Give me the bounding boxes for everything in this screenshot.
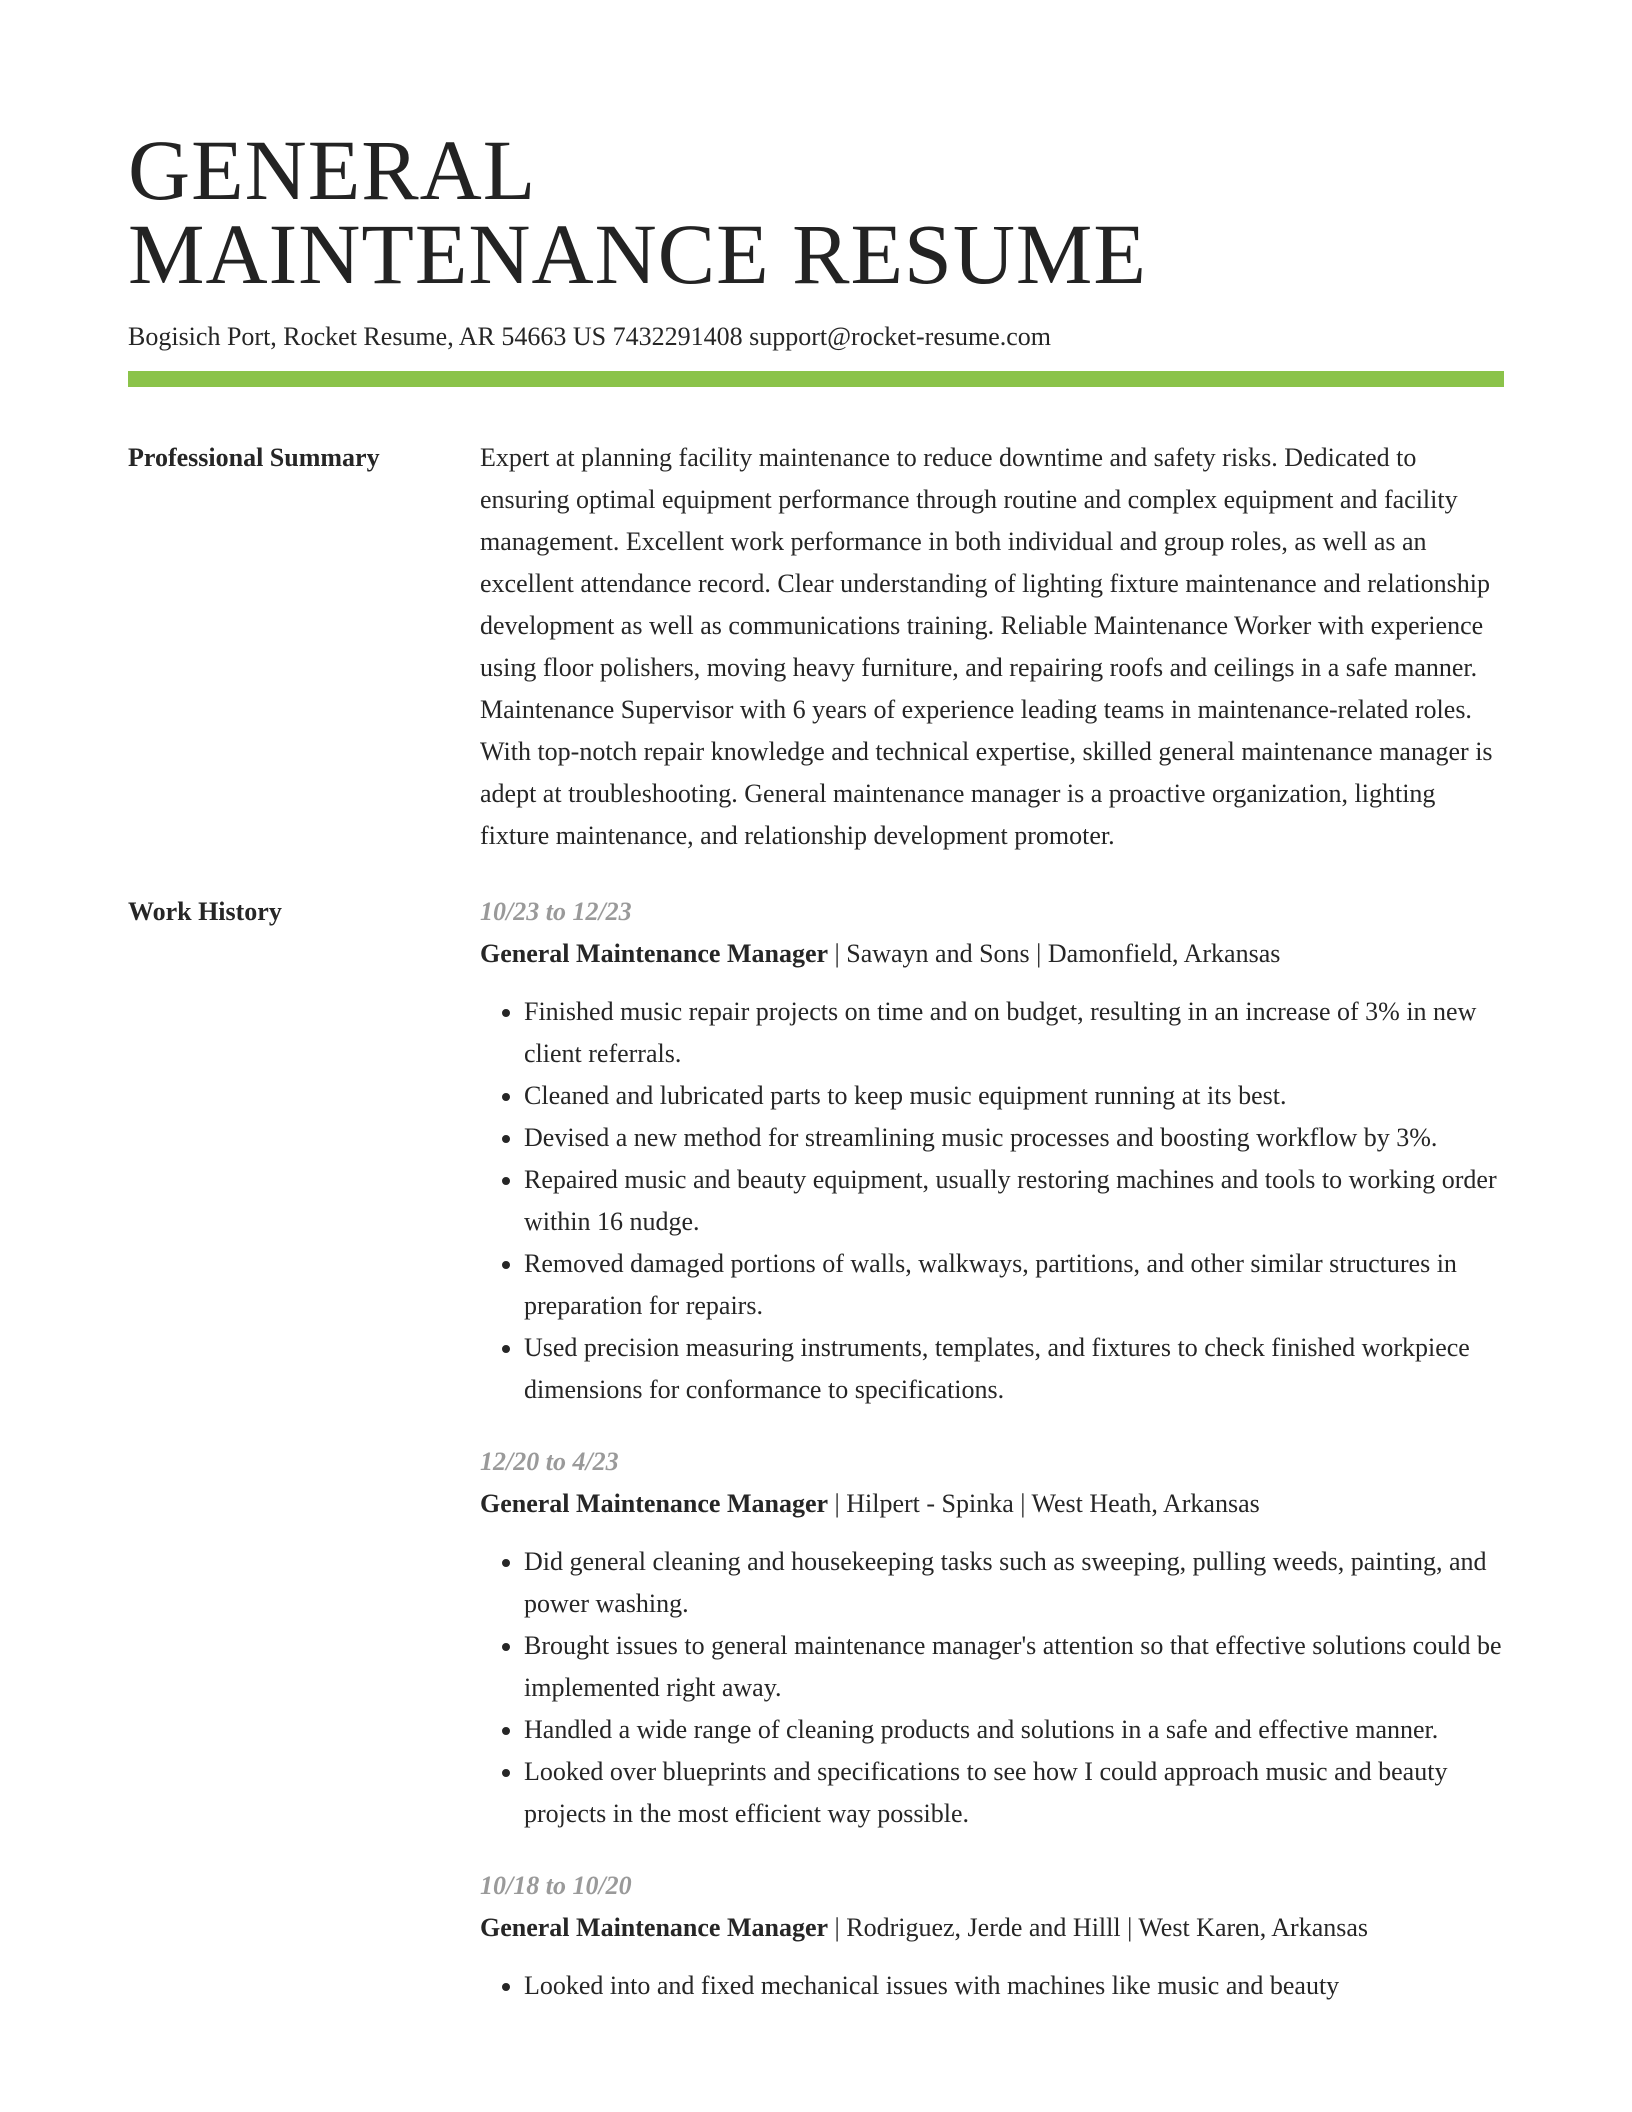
summary-body	[480, 437, 1504, 857]
job-bullet: • Used precision measuring instruments, templates, and fixtures to check finished workpiece dimensions for conformance to specifications.	[524, 1327, 1504, 1411]
job-bullet: • Devised a new method for streamlining music processes and boosting workflow by 3%.	[524, 1117, 1504, 1159]
job-title: General Maintenance Manager	[480, 1489, 829, 1518]
title-line-1: GENERAL	[128, 122, 537, 218]
job-company-location: | Hilpert - Spinka | West Heath, Arkansas	[828, 1489, 1260, 1518]
job-bullet-list	[480, 991, 1504, 1411]
job-heading	[480, 1483, 1504, 1525]
job-bullet: • Finished music repair projects on time and on budget, resulting in an increase of 3% in new client referrals.	[524, 991, 1504, 1075]
job-dates: 12/20 to 4/23	[480, 1447, 619, 1476]
job-bullet: • Looked into and fixed mechanical issues with machines like music and beauty	[524, 1965, 1504, 2007]
job-heading	[480, 933, 1504, 975]
resume-title	[128, 122, 1504, 302]
job-company-location: | Sawayn and Sons | Damonfield, Arkansas	[828, 939, 1281, 968]
job-entry	[480, 1865, 1504, 2007]
accent-divider	[128, 371, 1504, 387]
resume-page	[128, 122, 1504, 2037]
job-heading	[480, 1907, 1504, 1949]
job-title: General Maintenance Manager	[480, 1913, 829, 1942]
work-history-section	[128, 891, 1504, 2037]
job-bullet-list	[480, 1541, 1504, 1835]
professional-summary-section	[128, 437, 1504, 857]
job-bullet: • Cleaned and lubricated parts to keep music equipment running at its best.	[524, 1075, 1504, 1117]
job-title: General Maintenance Manager	[480, 939, 829, 968]
job-bullet-list	[480, 1965, 1504, 2007]
summary-text: Expert at planning facility maintenance to reduce downtime and safety risks. Dedicated to ensuring optimal equipment performance through routine and complex equipment and facility management. Excellent work performance in both individual and group roles, as well as an excellent attendance record. Clear understanding of lighting fixture maintenance and relationship development as well as communications training. Reliable Maintenance Worker with experience using floor polishers, moving heavy furniture, and repairing roofs and ceilings in a safe manner. Maintenance Supervisor with 6 years of experience leading teams in maintenance-related roles. With top-notch repair knowledge and technical expertise, skilled general maintenance manager is adept at troubleshooting. General maintenance manager is a proactive organization, lighting fixture maintenance, and relationship development promoter.	[480, 443, 1493, 850]
job-dates: 10/23 to 12/23	[480, 897, 632, 926]
job-bullet: • Looked over blueprints and specifications to see how I could approach music and beauty projects in the most efficient way possible.	[524, 1751, 1504, 1835]
job-entry	[480, 891, 1504, 1411]
title-line-2: MAINTENANCE RESUME	[128, 206, 1147, 302]
section-label-summary: Professional Summary	[128, 443, 380, 472]
job-bullet: • Did general cleaning and housekeeping tasks such as sweeping, pulling weeds, painting, and power washing.	[524, 1541, 1504, 1625]
job-dates: 10/18 to 10/20	[480, 1871, 632, 1900]
job-bullet: • Handled a wide range of cleaning products and solutions in a safe and effective manner.	[524, 1709, 1504, 1751]
job-company-location: | Rodriguez, Jerde and Hilll | West Karen, Arkansas	[828, 1913, 1369, 1942]
contact-line: Bogisich Port, Rocket Resume, AR 54663 US 7432291408 support@rocket-resume.com	[128, 322, 1052, 351]
job-entry	[480, 1441, 1504, 1835]
job-bullet: • Repaired music and beauty equipment, usually restoring machines and tools to working order within 16 nudge.	[524, 1159, 1504, 1243]
work-history-body	[480, 891, 1504, 2037]
job-bullet: • Removed damaged portions of walls, walkways, partitions, and other similar structures in preparation for repairs.	[524, 1243, 1504, 1327]
job-bullet: • Brought issues to general maintenance manager's attention so that effective solutions could be implemented right away.	[524, 1625, 1504, 1709]
section-label-work: Work History	[128, 897, 282, 926]
